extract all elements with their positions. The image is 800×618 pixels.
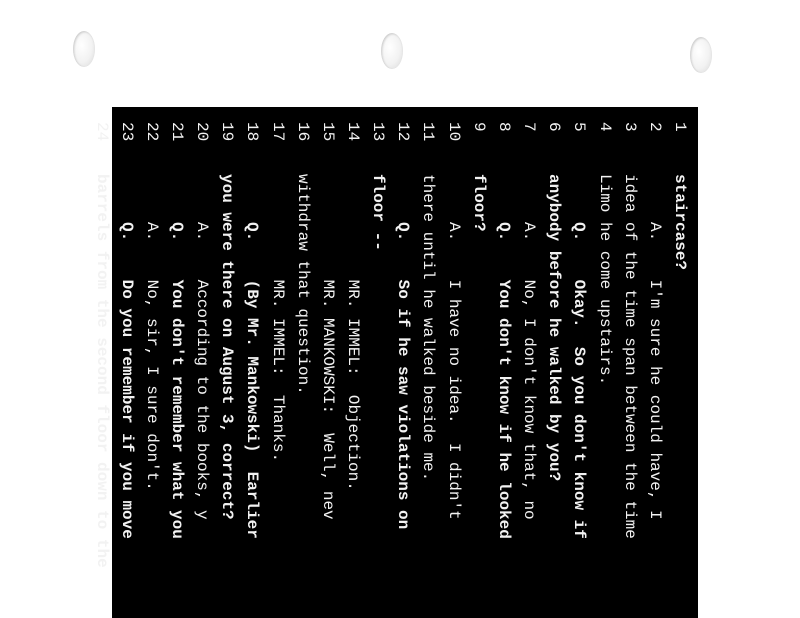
line-number: 16 xyxy=(293,122,312,142)
transcript-page xyxy=(92,107,698,618)
line-text: idea of the time span between the time xyxy=(620,174,639,539)
line-number: 4 xyxy=(595,122,614,132)
transcript-line xyxy=(139,122,164,491)
line-number: 18 xyxy=(243,122,262,142)
line-text: MR. MANKOWSKI: Well, nev xyxy=(318,174,337,520)
line-number: 9 xyxy=(469,122,488,132)
line-number: 15 xyxy=(318,122,337,142)
line-text: A. I'm sure he could have, I xyxy=(645,174,664,520)
transcript-line xyxy=(214,122,239,520)
transcript-body xyxy=(92,107,698,618)
transcript-line xyxy=(441,122,466,520)
line-text: floor -- xyxy=(369,174,388,251)
line-text: Q. You don't know if he looked xyxy=(494,174,513,539)
line-number: 8 xyxy=(494,122,513,132)
transcript-line xyxy=(340,122,365,491)
line-text: Q. Okay. So you don't know if xyxy=(570,174,589,539)
line-number: 17 xyxy=(268,122,287,142)
line-number: 14 xyxy=(344,122,363,142)
line-text: Q. You don't remember what you xyxy=(168,174,186,539)
transcript-line xyxy=(592,122,617,385)
transcript-line xyxy=(516,122,541,520)
transcript-line xyxy=(566,122,591,539)
punch-hole-center xyxy=(381,33,403,69)
line-number: 7 xyxy=(520,122,539,132)
transcript-line xyxy=(667,122,692,270)
line-number: 3 xyxy=(620,122,639,132)
transcript-line xyxy=(290,122,315,395)
line-text: you were there on August 3, correct? xyxy=(218,174,237,520)
line-number: 5 xyxy=(570,122,589,132)
line-number: 24 xyxy=(92,122,111,142)
line-text: withdraw that question. xyxy=(293,174,312,395)
line-number: 6 xyxy=(545,122,564,132)
line-text: A. According to the books, y xyxy=(193,174,212,520)
line-text: Q. So if he saw violations on xyxy=(394,174,413,530)
line-text: MR. IMMEL: Thanks. xyxy=(268,174,287,463)
line-number: 10 xyxy=(444,122,463,142)
line-text: there until he walked beside me. xyxy=(419,174,438,482)
line-text: Limo he come upstairs. xyxy=(595,174,614,386)
transcript-line xyxy=(466,122,491,232)
line-text: anybody before he walked by you? xyxy=(545,174,564,482)
transcript-line xyxy=(239,122,264,539)
transcript-line xyxy=(541,122,566,481)
line-number: 12 xyxy=(394,122,413,142)
line-number: 20 xyxy=(193,122,212,142)
line-text: A. No, I don't know that, no xyxy=(520,174,539,520)
line-number: 11 xyxy=(419,122,438,142)
transcript-line xyxy=(416,122,441,481)
transcript-line xyxy=(491,122,516,539)
line-number: 19 xyxy=(218,122,237,142)
transcript-line xyxy=(164,122,189,539)
line-number: 22 xyxy=(142,122,161,142)
line-text: MR. IMMEL: Objection. xyxy=(344,174,363,491)
line-number: 13 xyxy=(369,122,388,142)
transcript-line xyxy=(189,122,214,520)
transcript-line xyxy=(114,122,139,539)
line-text: barrels from the second floor down to the xyxy=(92,174,111,568)
line-text: A. I have no idea. I didn't xyxy=(444,174,463,520)
line-number: 2 xyxy=(645,122,664,132)
transcript-line xyxy=(642,122,667,520)
line-text: A. No, sir, I sure don't. xyxy=(142,174,161,491)
line-number: 23 xyxy=(117,122,136,142)
transcript-line xyxy=(365,122,390,251)
line-text: floor? xyxy=(469,174,488,232)
transcript-line xyxy=(617,122,642,539)
line-number: 21 xyxy=(168,122,186,142)
line-number: 1 xyxy=(671,122,689,132)
line-text: Q. (By Mr. Mankowski) Earlier xyxy=(243,174,262,539)
transcript-line xyxy=(390,122,415,529)
transcript-line xyxy=(89,122,114,568)
transcript-line xyxy=(265,122,290,462)
punch-hole-left xyxy=(73,31,95,67)
line-text: Q. Do you remember if you move xyxy=(117,174,136,539)
punch-hole-right xyxy=(690,37,712,73)
line-text: staircase? xyxy=(671,174,689,271)
transcript-line xyxy=(315,122,340,520)
